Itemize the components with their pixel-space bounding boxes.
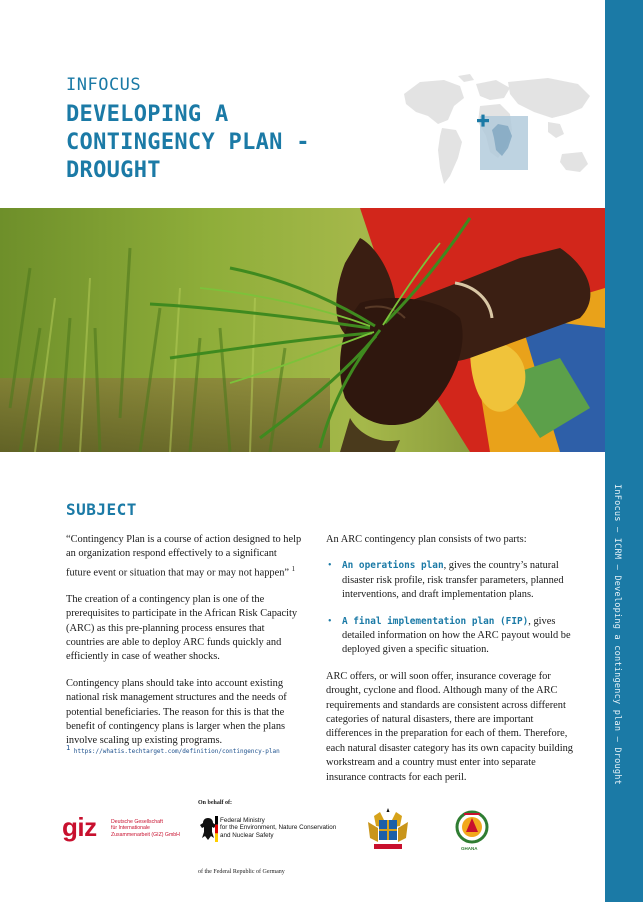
- right-intro: An ARC contingency plan consists of two parts:: [326, 534, 527, 545]
- bullet-text: , gives the country’s natural disaster risk profile, risk transfer parameters, planned interventions, and draft implementation plans.: [342, 560, 564, 601]
- bullet-text: , gives detailed information on how the ARC payout would be deployed given a specific situation.: [342, 615, 571, 656]
- list-item: [326, 559, 576, 602]
- giz-wordmark: giz: [62, 812, 97, 842]
- section-title-subject: SUBJECT: [66, 500, 137, 519]
- german-flag-icon: [215, 816, 219, 842]
- bmu-name: [220, 817, 360, 839]
- paragraph-structures: Contingency plans should take into account existing national risk management structures and the needs of potential beneficiaries. The reason for this is that the benefit of contingency plans is larger when the plans involve scaling up existing programs.: [66, 677, 287, 747]
- giz-name-line: Zusammenarbeit (GIZ) GmbH: [111, 831, 180, 838]
- bullet-icon: •: [328, 560, 332, 572]
- bullet-label: An operations plan: [342, 560, 444, 572]
- giz-name-line: Deutsche Gesellschaft: [111, 819, 163, 825]
- giz-logo: [62, 812, 180, 843]
- list-item: [326, 615, 576, 658]
- hands-seedlings-photo: [0, 208, 605, 452]
- bmu-name-line: and Nuclear Safety: [220, 831, 274, 839]
- world-map-icon: [398, 72, 598, 190]
- bullet-icon: •: [328, 615, 332, 627]
- page-title: DEVELOPING A CONTINGENCY PLAN - DROUGHT: [66, 102, 310, 183]
- federal-republic-label: of the Federal Republic of Germany: [198, 869, 285, 875]
- paragraph-prerequisite: The creation of a contingency plan is one of the prerequisites to participate in the African Risk Capacity (ARC) as this pre-planning process ensures that countries are able to deploy ARC funds quickly and efficiently in case of weather shocks.: [66, 593, 298, 663]
- definition-quote: [66, 533, 302, 581]
- footnote-number: 1: [66, 744, 71, 752]
- ghana-coat-of-arms-icon: [366, 806, 410, 852]
- giz-name-line: für Internationale: [111, 825, 150, 832]
- kicker: INFOCUS: [66, 75, 142, 95]
- footnote: [66, 744, 280, 755]
- on-behalf-label: On behalf of:: [198, 800, 233, 806]
- paragraph-coverage: ARC offers, or will soon offer, insurance coverage for drought, cyclone and flood. Although many of the ARC requirements and standards are consistent across different categories of natural disasters, there are important differences in the preparation for each of them. Therefore, each natural disaster category has its own capacity building workstream and a country must enter into separate insurance contracts for each peril.: [326, 670, 573, 783]
- bmu-name-line: for the Environment, Nature Conservation: [220, 824, 337, 832]
- side-band: [605, 0, 643, 902]
- bmu-name-line: Federal Ministry: [220, 817, 265, 824]
- quote-text: “Contingency Plan is a course of action designed to help an organization respond effectively to a significant future event or situation that may or may not happen”: [66, 534, 302, 579]
- footnote-link[interactable]: https://whatis.techtarget.com/definition/contingency-plan: [73, 748, 280, 755]
- emblem-label: GHANA: [461, 846, 478, 851]
- ghana-agency-emblem: [452, 808, 492, 853]
- bullet-label: A final implementation plan (FIP): [342, 615, 529, 627]
- left-column: [66, 533, 302, 761]
- emblem-icon: [452, 808, 492, 848]
- quote-ref: 1: [291, 564, 296, 573]
- right-column: [326, 533, 576, 797]
- side-band-text: InFocus – ICRM – Developing a contingency plan – Drought: [612, 484, 622, 785]
- bmu-logo: [199, 816, 337, 847]
- giz-name: [111, 819, 211, 838]
